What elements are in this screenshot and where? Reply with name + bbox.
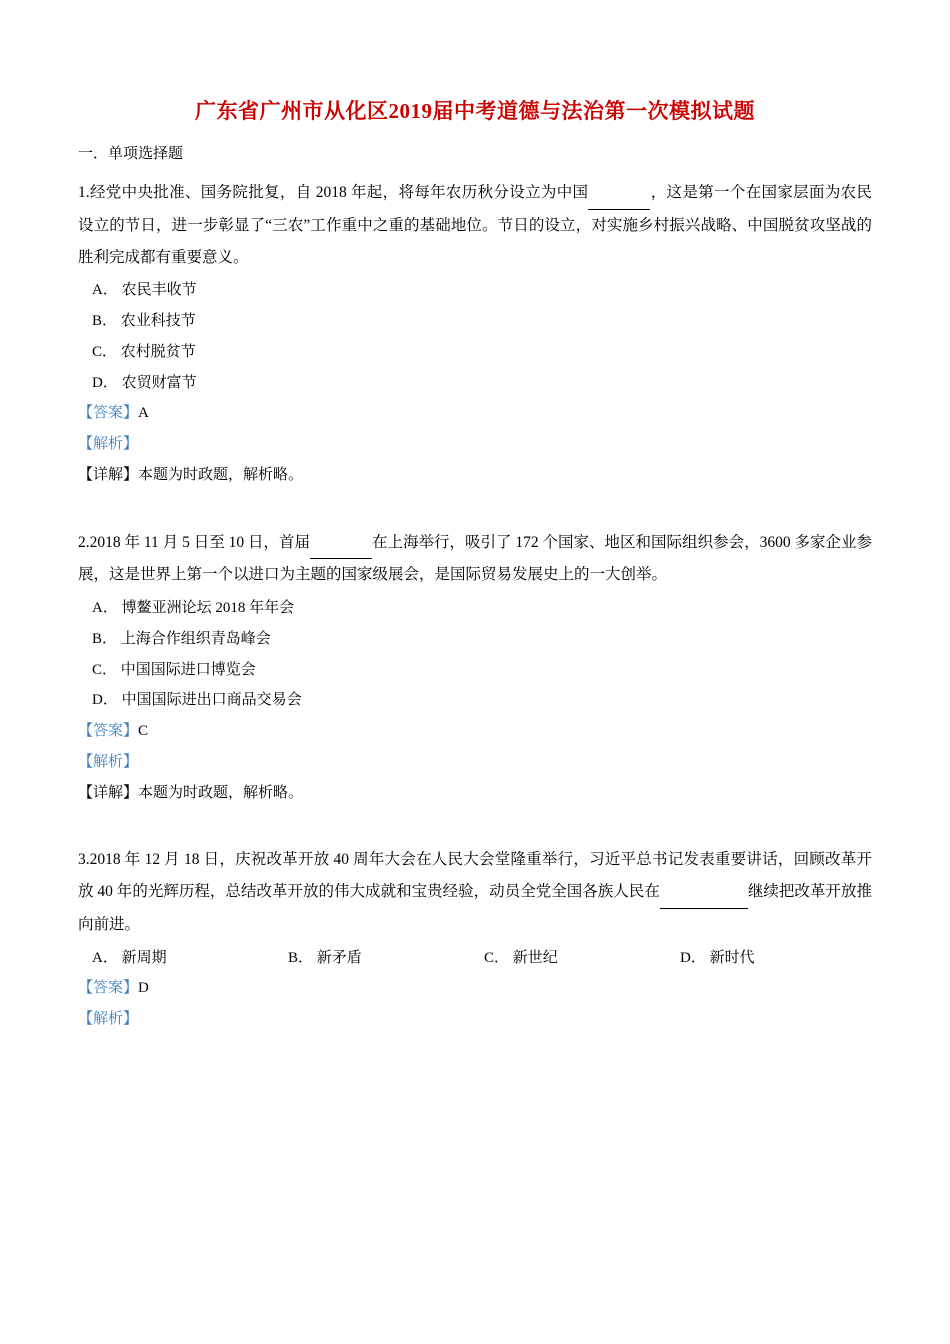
option-c: C． 中国国际进口博览会 [92,661,256,678]
option-b: B． 新矛盾 [288,949,362,966]
option-a: A． 新周期 [92,949,167,966]
question-stem-part2: 继续把改革开放推向前进。 [78,883,872,933]
question-number: 2. [78,533,90,551]
option-row [78,943,872,974]
answer-value: C [138,723,149,740]
option-a: A． 博鳌亚洲论坛 2018 年年会 [92,600,295,617]
option-d: D． 新时代 [680,949,755,966]
question-stem-part2: 在上海举行，吸引了 172 个国家、地区和国际组织参会，3600 多家企业参展，这是世界上第一个以进口为主题的国家级展会，是国际贸易发展史上的一大创举。 [78,533,872,584]
page-title: 广东省广州市从化区2019届中考道德与法治第一次模拟试题 [195,99,755,123]
question-stem [78,844,872,940]
analysis-label: 【解析】 [78,753,139,770]
question-number: 3. [78,851,90,869]
question-number: 1. [78,184,90,201]
question-stem-part1: 经党中央批准、国务院批复，自 2018 年起，将每年农历秋分设立为中国 [89,184,589,201]
answer-label: 【答案】 [78,405,139,422]
answer-value: A [138,405,149,422]
detail-line [78,778,872,809]
question-block-1 [78,177,872,491]
answer-line [78,973,872,1004]
question-stem-part1: 2018 年 11 月 5 日至 10 日，首届 [89,533,310,551]
option-a: A． 农民丰收节 [92,282,197,299]
option-b: B． 农业科技节 [92,313,196,330]
answer-label: 【答案】 [78,723,139,740]
question-block-2 [78,527,872,809]
option-c: C． 农村脱贫节 [92,343,196,360]
option-d: D． 中国国际进出口商品交易会 [92,692,302,709]
option-c: C． 新世纪 [484,949,558,966]
fill-blank [660,876,748,909]
question-stem-part2: ，这是第一个在国家层面为农民设立的节日，进一步彰显了“三农”工作重中之重的基础地位。节日的设立，对实施乡村振兴战略、中国脱贫攻坚战的胜利完成都有重要意义。 [78,184,872,266]
fill-blank [310,527,372,560]
answer-line [78,716,872,747]
spacer [78,497,872,527]
answer-label: 【答案】 [78,980,139,997]
analysis-label: 【解析】 [78,436,139,453]
detail-text: 本题为时政题，解析略。 [138,784,304,801]
section-heading: 一．单项选择题 [78,145,184,162]
detail-line [78,460,872,491]
question-stem-part1: 2018 年 12 月 18 日，庆祝改革开放 40 周年大会在人民大会堂隆重举行，习近平总书记发表重要讲话，回顾改革开放 40 年的光辉历程，总结改革开放的伟大成就和宝贵经验，动员全党全国各族人民在 [78,851,872,901]
question-block-3 [78,844,872,1035]
spacer [78,814,872,844]
option-b: B． 上海合作组织青岛峰会 [92,630,271,647]
answer-value: D [138,980,149,997]
detail-label: 【详解】 [78,784,139,801]
question-stem [78,177,872,273]
fill-blank [588,177,650,210]
answer-line [78,398,872,429]
option-d: D． 农贸财富节 [92,374,197,391]
analysis-label: 【解析】 [78,1011,139,1028]
detail-label: 【详解】 [78,466,139,483]
question-stem [78,527,872,592]
detail-text: 本题为时政题，解析略。 [138,466,304,483]
